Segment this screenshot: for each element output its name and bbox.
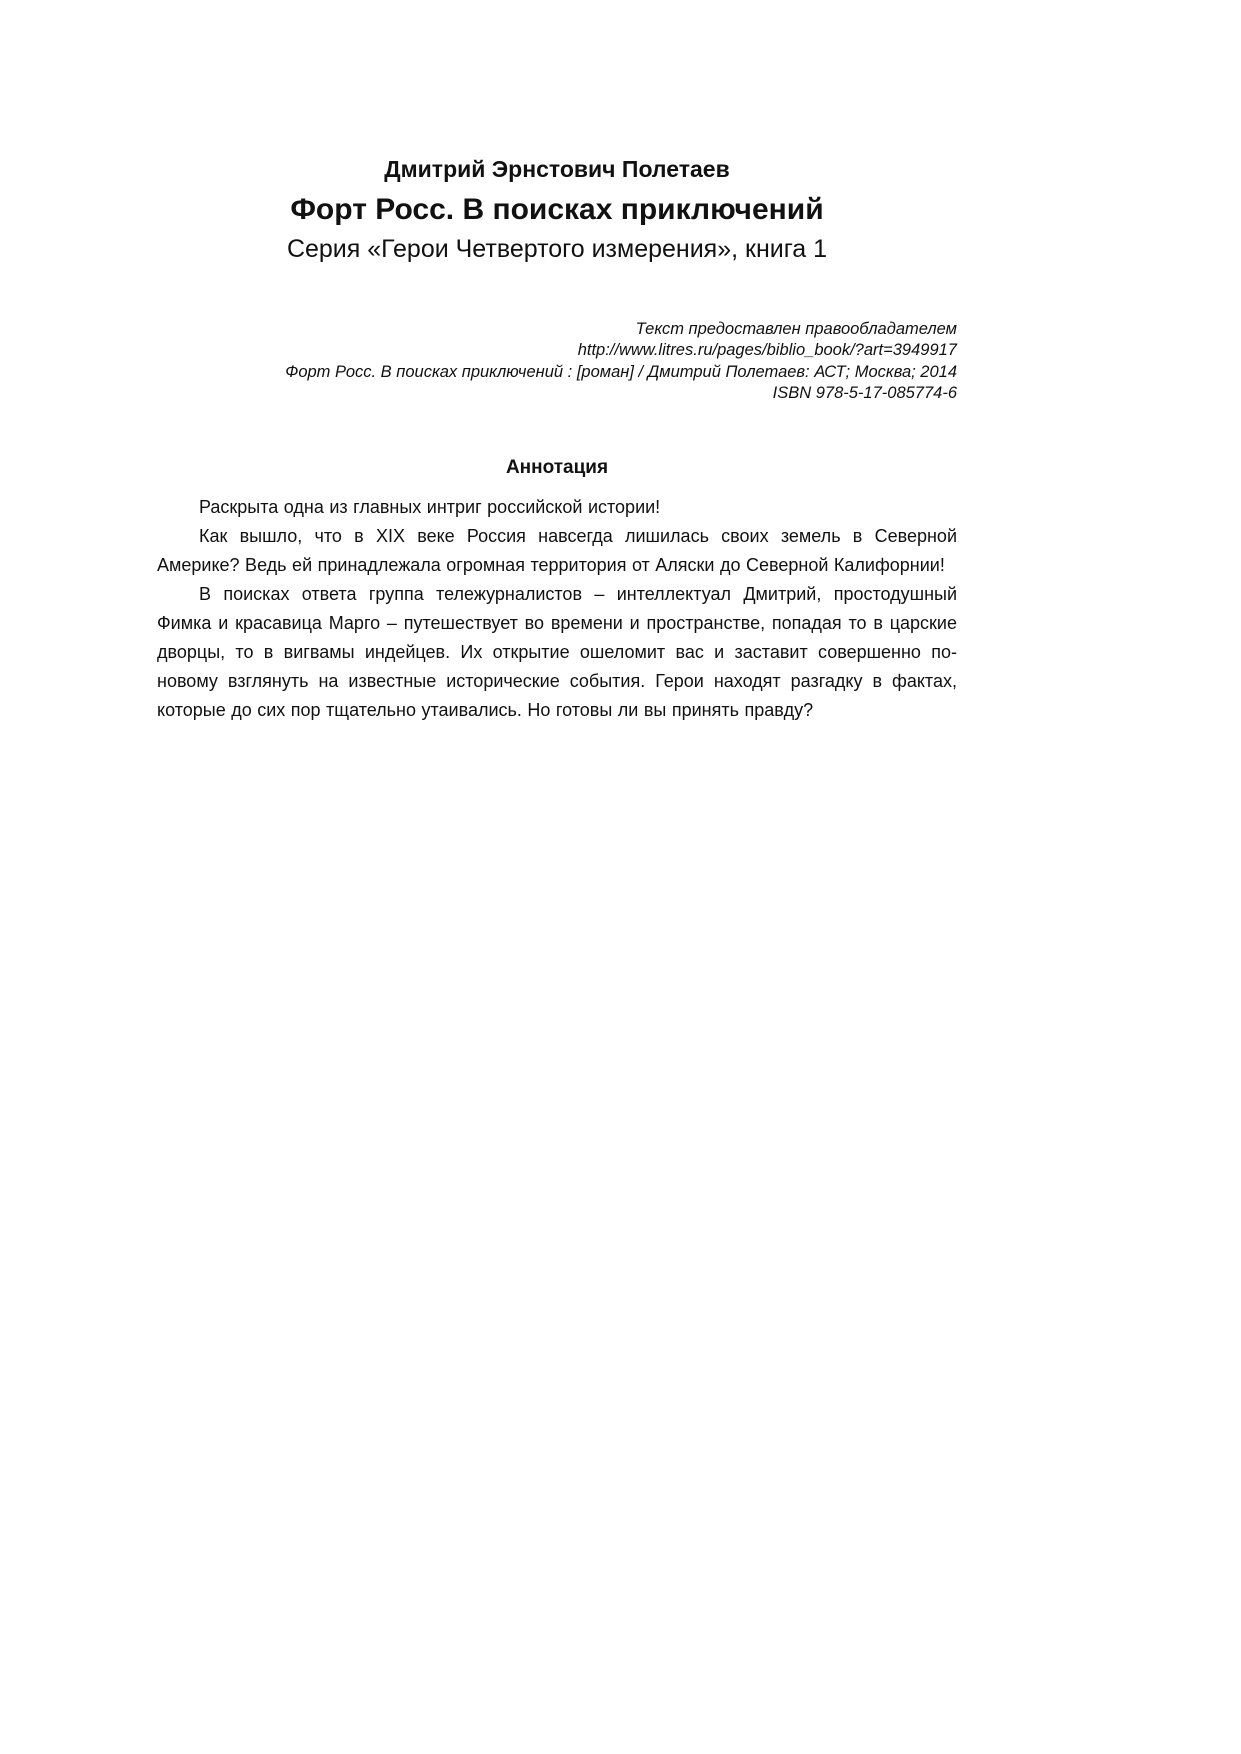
series-title: Серия «Герои Четвертого измерения», книга 1	[286, 235, 828, 264]
annotation-paragraph: В поисках ответа группа тележурналистов – интеллектуал Дмитрий, простодушный Фимка и красавица Марго – путешествует во времени и пространстве, попадая то в царские дворцы, то в вигвамы индейцев. Их открытие ошеломит вас и заставит совершенно по-новому взглянуть на известные исторические события. Герои находят разгадку в фактах, которые до сих пор тщательно утаивались. Но готовы ли вы принять правду?	[157, 583, 957, 720]
document-page	[157, 0, 957, 1754]
credit-publication-info: Форт Росс. В поисках приключений : [роман] / Дмитрий Полетаев: АСТ; Москва; 2014	[285, 362, 957, 381]
credit-source-url: http://www.litres.ru/pages/biblio_book/?art=3949917	[577, 341, 957, 360]
credit-provided-by: Текст предоставлен правообладателем	[635, 319, 957, 338]
annotation-paragraph: Как вышло, что в XIX веке Россия навсегда лишилась своих земель в Северной Америке? Ведь ей принадлежала огромная территория от Аляски до Северной Калифорнии!	[157, 525, 957, 575]
annotation-heading: Аннотация	[505, 456, 609, 478]
author-name: Дмитрий Эрнстович Полетаев	[384, 156, 730, 182]
credits-block	[157, 319, 957, 405]
credit-isbn: ISBN 978-5-17-085774-6	[772, 384, 957, 403]
title-block	[157, 0, 957, 266]
book-title: Форт Росс. В поисках приключений	[290, 192, 824, 226]
annotation-section	[157, 457, 957, 725]
annotation-paragraph: Раскрыта одна из главных интриг российской истории!	[199, 496, 661, 517]
